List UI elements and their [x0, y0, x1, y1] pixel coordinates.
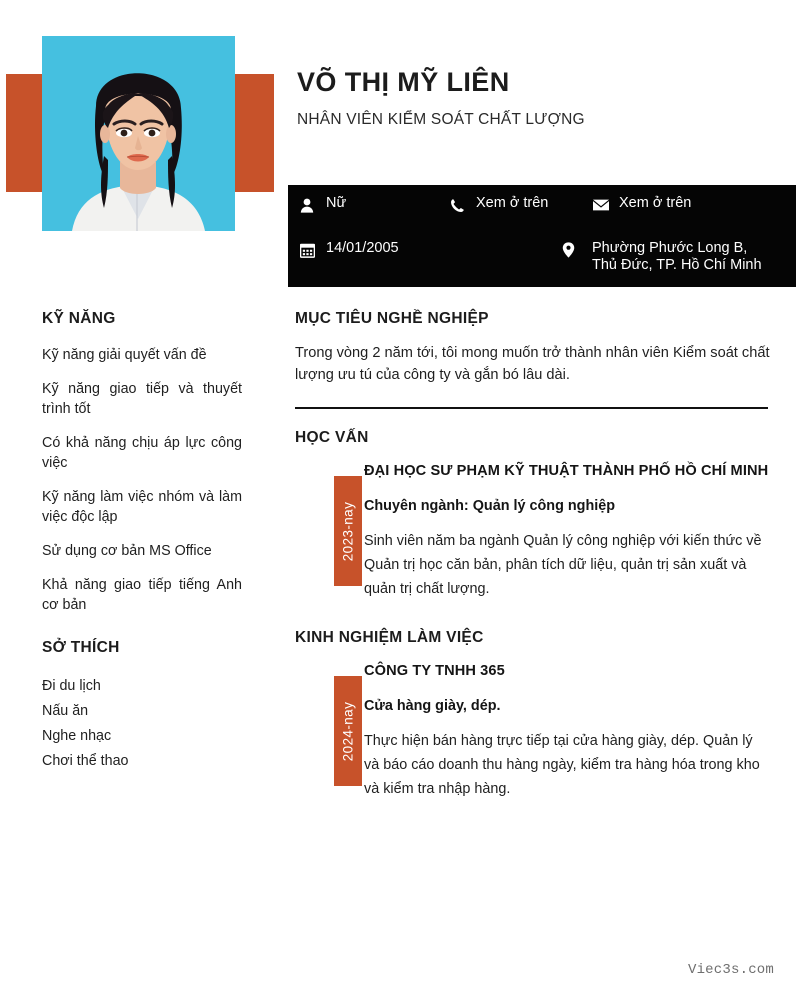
experience-date-column — [295, 661, 362, 801]
skills-heading: KỸ NĂNG — [42, 310, 116, 327]
contact-phone-value: Xem ở trên — [476, 195, 549, 211]
sidebar — [42, 310, 242, 774]
interests-block — [42, 639, 242, 774]
education-date-column — [295, 461, 362, 601]
main-column — [295, 310, 770, 801]
candidate-role: NHÂN VIÊN KIỂM SOÁT CHẤT LƯỢNG — [297, 111, 585, 129]
education-entry — [295, 461, 770, 601]
contact-email — [593, 195, 691, 214]
education-body — [362, 461, 770, 601]
spacer — [295, 601, 770, 629]
interest-item: Nghe nhạc — [42, 728, 112, 744]
section-divider — [295, 407, 768, 409]
header-text-block — [297, 66, 777, 129]
contact-dob-value: 14/01/2005 — [326, 240, 399, 256]
contact-row-primary — [300, 195, 784, 230]
experience-description: Thực hiện bán hàng trực tiếp tại cửa hàng giày, dép. Quản lý và báo cáo doanh thu hàng ngày, kiểm tra hàng hóa trong kho và kiểm tra nhập hàng. — [364, 733, 760, 797]
contact-email-value: Xem ở trên — [619, 195, 692, 211]
contact-dob — [300, 240, 500, 259]
calendar-icon — [300, 241, 320, 259]
contact-phone — [450, 195, 593, 214]
interests-heading: SỞ THÍCH — [42, 639, 120, 656]
contact-address-line1: Phường Phước Long B, — [592, 240, 748, 256]
experience-position: Cửa hàng giày, dép. — [364, 698, 501, 714]
contact-info-band — [288, 185, 796, 287]
interest-item: Chơi thể thao — [42, 753, 129, 769]
location-pin-icon — [562, 241, 582, 259]
experience-organization: CÔNG TY TNHH 365 — [364, 663, 505, 679]
contact-address-value — [592, 240, 762, 274]
skill-item: Sử dụng cơ bản MS Office — [42, 543, 212, 559]
contact-address-line2: Thủ Đức, TP. Hồ Chí Minh — [592, 257, 762, 273]
education-description: Sinh viên năm ba ngành Quản lý công nghiệp với kiến thức về Quản trị học căn bản, phân tích dữ liệu, quản trị sản xuất và quản trị chất lượng. — [364, 533, 762, 597]
education-date-badge — [334, 476, 362, 586]
objective-text: Trong vòng 2 năm tới, tôi mong muốn trở thành nhân viên Kiểm soát chất lượng ưu tú của công ty và gắn bó lâu dài. — [295, 345, 770, 383]
experience-heading: KINH NGHIỆM LÀM VIỆC — [295, 629, 484, 646]
person-icon — [300, 196, 320, 214]
experience-date-badge — [334, 676, 362, 786]
skill-item: Có khả năng chịu áp lực công việc — [42, 435, 242, 471]
experience-date-label: 2024-nay — [340, 701, 356, 761]
objective-heading: MỤC TIÊU NGHỀ NGHIỆP — [295, 310, 489, 327]
education-organization: ĐẠI HỌC SƯ PHẠM KỸ THUẬT THÀNH PHỐ HỒ CHÍ MINH — [364, 463, 769, 479]
interest-item: Đi du lịch — [42, 678, 101, 694]
experience-body — [362, 661, 770, 801]
contact-gender-value: Nữ — [326, 195, 347, 211]
interest-item: Nấu ăn — [42, 703, 89, 719]
education-major: Chuyên ngành: Quản lý công nghiệp — [364, 498, 616, 514]
skill-item: Khả năng giao tiếp tiếng Anh cơ bản — [42, 577, 242, 613]
phone-icon — [450, 196, 470, 214]
skill-item: Kỹ năng giải quyết vấn đề — [42, 347, 207, 363]
contact-row-secondary — [300, 240, 784, 274]
candidate-name: VÕ THỊ MỸ LIÊN — [297, 67, 510, 97]
skill-item: Kỹ năng làm việc nhóm và làm việc độc lập — [42, 489, 242, 525]
contact-gender — [300, 195, 450, 214]
experience-entry — [295, 661, 770, 801]
portrait-photo — [42, 36, 235, 231]
contact-address — [562, 240, 762, 274]
education-heading: HỌC VẤN — [295, 429, 369, 446]
mail-icon — [593, 196, 613, 214]
footer-watermark: Viec3s.com — [687, 962, 774, 978]
skill-item: Kỹ năng giao tiếp và thuyết trình tốt — [42, 381, 242, 417]
education-date-label: 2023-nay — [340, 501, 356, 561]
